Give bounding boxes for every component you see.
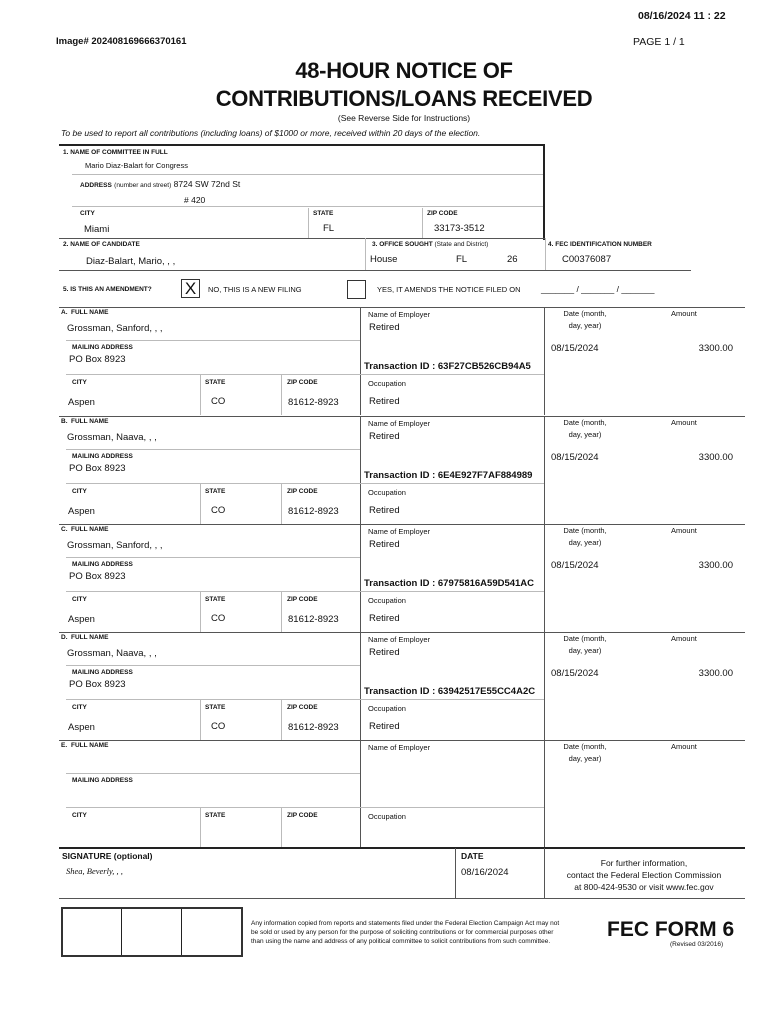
entry-divider [66,699,360,700]
amendment-yes-label: YES, IT AMENDS THE NOTICE FILED ON [377,285,521,294]
entry-divider [200,699,201,740]
entry-divider [66,773,360,774]
entry-full-name-label: FULL NAME [71,309,109,316]
entry-full-name-label: FULL NAME [71,418,109,425]
entry-divider [200,483,201,524]
signature-date: 08/16/2024 [461,867,509,878]
signature-name: Shea, Beverly, , , [66,866,123,876]
mailing-address-label: MAILING ADDRESS [72,777,133,784]
notice-line1: Any information copied from reports and statements filed under the Federal Election Campaign Act may not [251,920,560,927]
occupation-label: Occupation [368,704,406,713]
amount-label: Amount [671,634,697,643]
contributor-state: CO [211,613,226,624]
notice-line2: be sold or used by any person for the purpose of soliciting contributions or for commercial purposes other [251,929,554,936]
mailing-address-label: MAILING ADDRESS [72,453,133,460]
occupation-label: Occupation [368,379,406,388]
transaction-id: Transaction ID : 63942517E55CC4A2C [364,686,536,697]
transaction-id: Transaction ID : 6E4E927F7AF884989 [364,470,533,481]
contributor-employer: Retired [369,322,400,333]
zip-label: ZIP CODE [287,379,318,386]
transaction-id: Transaction ID : 63F27CB526CB94A5 [364,361,531,372]
contributor-zip: 81612-8923 [288,614,339,625]
office-label: 3. OFFICE SOUGHT (State and District) [372,241,489,248]
date-label: day, year) [568,538,602,547]
entry-divider [360,740,361,848]
city-label: CITY [72,379,87,386]
state-label: STATE [205,488,226,495]
entry-letter: E. [61,742,68,749]
entry-divider [360,632,361,740]
state-label: STATE [205,704,226,711]
divider [121,909,122,955]
mailing-address-label: MAILING ADDRESS [72,561,133,568]
zip-label: ZIP CODE [287,704,318,711]
image-number: Image# 202408169666370161 [56,36,187,47]
contributor-occupation: Retired [369,396,400,407]
city-label: CITY [72,488,87,495]
city-label: CITY [72,596,87,603]
committee-address: ADDRESS (number and street) 8724 SW 72nd St [80,179,241,189]
occupation-label: Occupation [368,488,406,497]
divider [308,208,309,238]
amount-label: Amount [671,309,697,318]
entry-full-name-label: FULL NAME [71,526,109,533]
mailing-address-label: MAILING ADDRESS [72,344,133,351]
entry-divider [66,591,360,592]
state-label: STATE [205,812,226,819]
date-label: day, year) [568,646,602,655]
office-sought: House [370,254,398,265]
entry-divider [66,665,360,666]
zip-label: ZIP CODE [287,488,318,495]
date-label: Date (month, [563,526,607,535]
candidate-name: Diaz-Balart, Mario, , , [86,256,176,267]
date-label: Date (month, [563,309,607,318]
committee-address2: # 420 [184,195,206,205]
entry-divider [360,416,361,524]
entry-divider [281,374,282,415]
contributor-employer: Retired [369,647,400,658]
committee-state: FL [323,223,335,234]
signature-date-label: DATE [461,851,484,861]
candidate-label: 2. NAME OF CANDIDATE [63,241,140,248]
entry-divider [66,557,360,558]
entry-divider [360,699,544,700]
divider [181,909,182,955]
committee-city-label: CITY [80,210,95,217]
committee-label: 1. NAME OF COMMITTEE IN FULL [63,149,168,156]
contributor-employer: Retired [369,431,400,442]
entry-letter: C. [61,526,68,533]
divider [72,174,543,175]
contributor-name: Grossman, Sanford, , , [67,540,163,551]
entry-divider [360,591,544,592]
signature-top-border [59,847,745,849]
state-label: STATE [205,379,226,386]
zip-label: ZIP CODE [287,812,318,819]
notice-line3: than using the name and address of any political committee to solicit contributions from such committee. [251,938,551,945]
committee-zip: 33173-3512 [434,223,485,234]
entry-divider [66,483,360,484]
entry-divider [360,307,361,415]
amendment-date-blank: _______ / _______ / _______ [541,284,655,294]
entry-divider [59,416,745,417]
entry-letter: D. [61,634,68,641]
contribution-date: 08/15/2024 [551,668,599,679]
office-use-box [61,907,243,957]
contributor-occupation: Retired [369,613,400,624]
contribution-date: 08/15/2024 [551,560,599,571]
contributor-address: PO Box 8923 [69,571,126,582]
entry-divider [200,807,201,848]
amendment-no-checkbox[interactable]: X [181,279,200,298]
amount-label: Amount [671,418,697,427]
fec-id: C00376087 [562,254,612,265]
contributor-address: PO Box 8923 [69,354,126,365]
city-label: CITY [72,704,87,711]
entry-full-name-label: FULL NAME [71,634,109,641]
committee-name: Mario Diaz-Balart for Congress [85,161,188,170]
form-title-line2: CONTRIBUTIONS/LOANS RECEIVED [215,86,593,111]
entry-letter: A. [61,309,68,316]
zip-label: ZIP CODE [287,596,318,603]
entry-divider [59,740,745,741]
contributor-occupation: Retired [369,505,400,516]
occupation-label: Occupation [368,596,406,605]
contributor-state: CO [211,505,226,516]
occupation-label: Occupation [368,812,406,821]
contributor-city: Aspen [68,722,95,733]
divider [72,206,543,207]
amount-label: Amount [671,742,697,751]
divider [365,238,366,270]
office-state: FL [456,254,468,265]
date-label: Date (month, [563,742,607,751]
committee-state-label: STATE [313,210,334,217]
mailing-address-label: MAILING ADDRESS [72,669,133,676]
entry-divider [200,591,201,632]
entry-divider [59,632,745,633]
form-subtitle: (See Reverse Side for Instructions) [337,113,471,123]
divider [545,238,546,270]
divider [455,848,456,898]
entry-divider [59,307,745,308]
contributor-zip: 81612-8923 [288,722,339,733]
contribution-amount: 3300.00 [698,668,733,679]
entry-divider [281,699,282,740]
entry-divider [66,449,360,450]
form-intro: To be used to report all contributions (including loans) of $1000 or more, received within 20 days of the election. [61,128,481,138]
entry-divider [360,807,544,808]
amendment-no-label: NO, THIS IS A NEW FILING [208,285,302,294]
employer-label: Name of Employer [368,635,431,644]
committee-right-border [543,144,545,240]
entry-divider [360,524,361,632]
office-district: 26 [507,254,518,265]
divider [59,898,745,899]
date-label: day, year) [568,430,602,439]
date-label: day, year) [568,754,602,763]
amendment-label: 5. IS THIS AN AMENDMENT? [63,286,152,293]
date-label: Date (month, [563,634,607,643]
contributor-name: Grossman, Naava, , , [67,432,157,443]
city-label: CITY [72,812,87,819]
form-revised: (Revised 03/2016) [670,941,724,948]
divider [59,270,691,271]
fec-id-label: 4. FEC IDENTIFICATION NUMBER [548,241,652,248]
contributor-zip: 81612-8923 [288,397,339,408]
contributor-address: PO Box 8923 [69,463,126,474]
entry-divider [360,483,544,484]
entry-divider [59,524,745,525]
committee-city: Miami [84,224,110,235]
transaction-id: Transaction ID : 67975816A59D541AC [364,578,535,589]
timestamp: 08/16/2024 11 : 22 [638,10,726,22]
info-line3: at 800-424-9530 or visit www.fec.gov [574,882,714,892]
contributor-address: PO Box 8923 [69,679,126,690]
state-label: STATE [205,596,226,603]
amount-label: Amount [671,526,697,535]
signature-label: SIGNATURE (optional) [62,851,153,861]
contribution-amount: 3300.00 [698,343,733,354]
divider [59,238,545,239]
contributor-state: CO [211,396,226,407]
date-label: day, year) [568,321,602,330]
entry-divider [66,374,360,375]
employer-label: Name of Employer [368,527,431,536]
date-label: Date (month, [563,418,607,427]
contribution-date: 08/15/2024 [551,343,599,354]
employer-label: Name of Employer [368,419,431,428]
contributor-city: Aspen [68,614,95,625]
entry-divider [66,340,360,341]
entry-divider [281,807,282,848]
entry-divider [66,807,360,808]
contribution-amount: 3300.00 [698,452,733,463]
contributor-occupation: Retired [369,721,400,732]
info-line1: For further information, [600,858,688,868]
contribution-date: 08/15/2024 [551,452,599,463]
contributor-zip: 81612-8923 [288,506,339,517]
amendment-yes-checkbox[interactable] [347,280,366,299]
contributor-state: CO [211,721,226,732]
entry-divider [200,374,201,415]
committee-top-border [59,144,545,146]
contributor-name: Grossman, Naava, , , [67,648,157,659]
page-number: PAGE 1 / 1 [633,36,685,48]
entry-divider [281,591,282,632]
form-title-line1: 48-HOUR NOTICE OF [295,58,513,83]
entry-letter: B. [61,418,68,425]
contribution-amount: 3300.00 [698,560,733,571]
contributor-city: Aspen [68,397,95,408]
info-line2: contact the Federal Election Commission [566,870,722,880]
divider [422,208,423,238]
employer-label: Name of Employer [368,310,431,319]
entry-divider [281,483,282,524]
contributor-name: Grossman, Sanford, , , [67,323,163,334]
entry-full-name-label: FULL NAME [71,742,109,749]
committee-zip-label: ZIP CODE [427,210,458,217]
employer-label: Name of Employer [368,743,431,752]
entry-divider [360,374,544,375]
contributor-employer: Retired [369,539,400,550]
form-name: FEC FORM 6 [607,918,735,941]
contributor-city: Aspen [68,506,95,517]
